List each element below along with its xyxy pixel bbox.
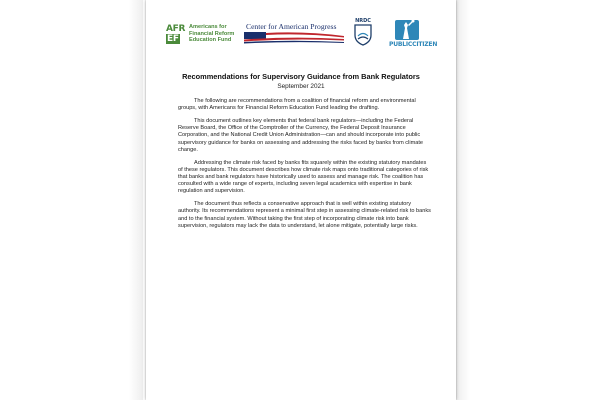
afr-mark-bottom: EF bbox=[167, 34, 179, 44]
statue-of-liberty-icon bbox=[395, 18, 419, 40]
paragraph-2: This document outlines key elements that federal bank regulators—including the Federal Reserve Board, the Office of the Comptroller of the Currency, the Federal Deposit Insurance Corporation, and the National Credit Union Administration—can and should incorporate into public supervisory guidance for banks on assessing and addressing the risks faced by banks from climate change. bbox=[178, 118, 424, 153]
paragraph-3: Addressing the climate risk faced by banks fits squarely within the existing statutory mandates of these regulators. This document describes how climate risk maps onto traditional categories of risk that banks and bank regulators have historically used to assess and manage risk. The coalition has consulted with a wide range of experts, including seven legal academics with expertise in bank regulation and supervision. bbox=[178, 159, 429, 195]
afr-logo-mark bbox=[166, 24, 186, 47]
document-title: Recommendations for Supervisory Guidance from Bank Regulators bbox=[182, 72, 420, 81]
afr-line-2: Financial Reform bbox=[189, 30, 235, 37]
afr-line-3: Education Fund bbox=[189, 37, 232, 44]
afr-mark-top: AFR bbox=[166, 24, 186, 34]
flag-stripes-icon bbox=[244, 32, 344, 44]
nrdc-logo bbox=[352, 18, 374, 50]
paragraph-1: The following are recommendations from a coalition of financial reform and environmental groups, with Americans for Financial Reform Education Fund leading the drafting. bbox=[178, 98, 416, 112]
background-right bbox=[456, 0, 600, 400]
logo-row bbox=[146, 18, 456, 58]
cap-logo bbox=[244, 22, 354, 50]
document-page bbox=[146, 0, 456, 400]
public-citizen-logo bbox=[389, 18, 439, 54]
public-citizen-logo-text bbox=[389, 41, 441, 48]
nrdc-logo-text: NRDC bbox=[355, 18, 371, 24]
public-citizen-text-1: PUBLIC bbox=[389, 41, 413, 48]
document-date: September 2021 bbox=[277, 83, 325, 90]
document-body bbox=[178, 98, 432, 236]
afr-line-1: Americans for bbox=[189, 24, 227, 30]
paragraph-4: The document thus reflects a conservative approach that is well within existing statutory authority. Its recommendations represent a minimal first step in assessing climate-related risk to banks and to the financial system. Without taking the first step of incorporating climate risk into bank supervision, regulators may lack the data to understand, let alone mitigate, potentially large risks. bbox=[178, 201, 431, 229]
background-left bbox=[0, 0, 143, 400]
shield-icon bbox=[354, 24, 372, 46]
cap-logo-text: Center for American Progress bbox=[246, 22, 337, 31]
public-citizen-text-2: CITIZEN bbox=[412, 41, 438, 48]
